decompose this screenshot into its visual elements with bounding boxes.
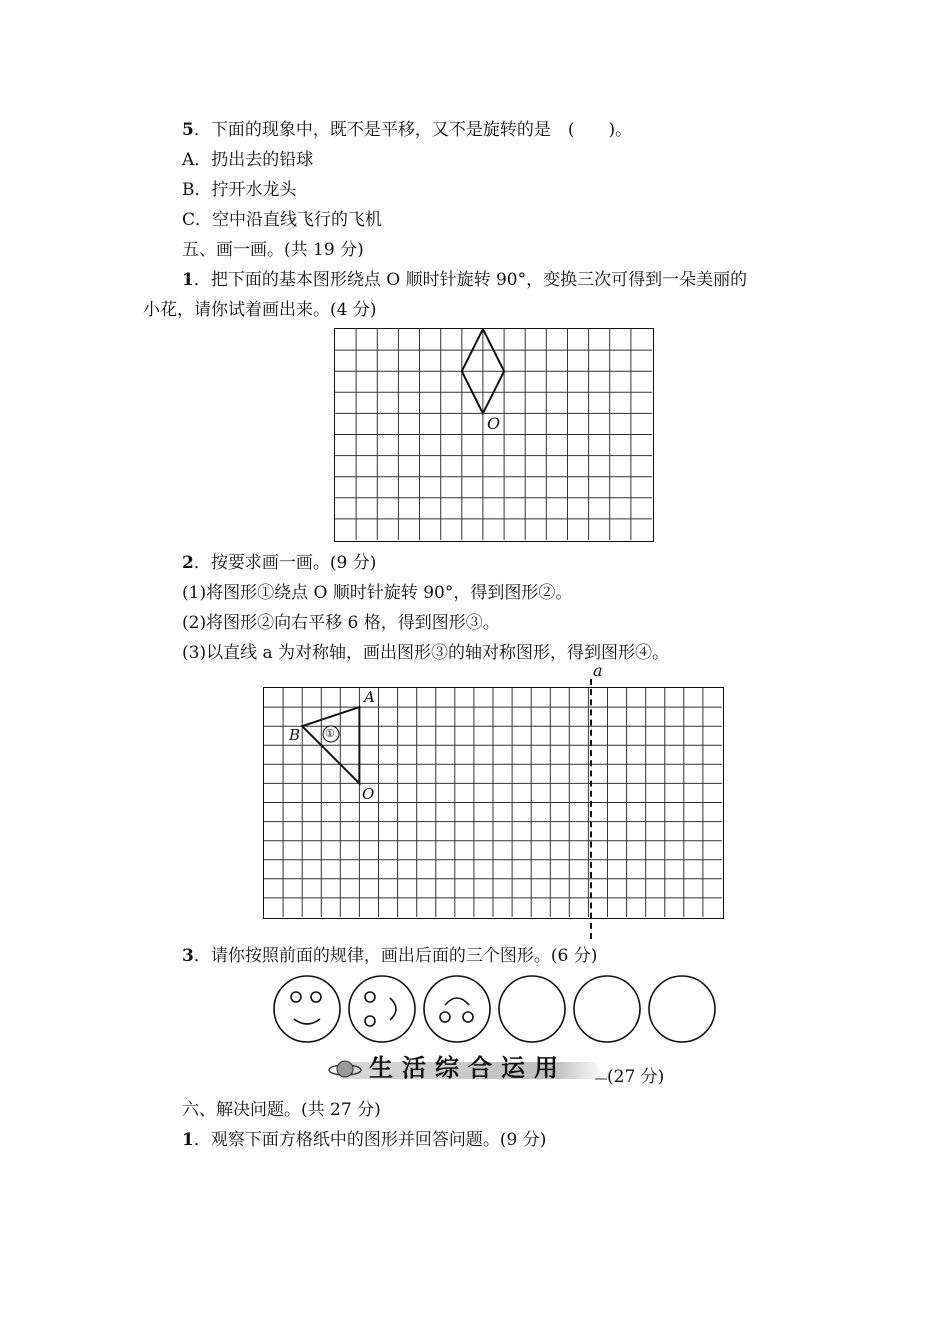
label-o-vertex: O bbox=[362, 785, 375, 803]
grid-transform-svg bbox=[264, 688, 722, 917]
label-shape-1: ① bbox=[325, 727, 335, 740]
p1-text-line2: 小花，请你试着画出来。(4 分) bbox=[143, 300, 377, 320]
grid-rotation-flower-svg bbox=[335, 329, 652, 540]
p3-text: ．请你按照前面的规律，画出后面的三个图形。(6 分) bbox=[193, 946, 598, 966]
p1-text: ．把下面的基本图形绕点 O 顺时针旋转 90°，变换三次可得到一朵美丽的 bbox=[193, 270, 748, 290]
q5-stem bbox=[182, 118, 632, 142]
p2-step-2: (2)将图形②向右平移 6 格，得到图形③。 bbox=[182, 613, 500, 633]
grid-rotation-flower[interactable] bbox=[334, 328, 654, 542]
face-sequence bbox=[270, 973, 720, 1045]
empty-face-4[interactable] bbox=[499, 976, 565, 1042]
q5-option-c: C．空中沿直线飞行的飞机 bbox=[182, 210, 383, 230]
label-a-vertex: A bbox=[364, 688, 375, 706]
p6-1-stem bbox=[182, 1128, 546, 1152]
p2-stem bbox=[182, 551, 376, 575]
section6-title: 六、解决问题。(共 27 分) bbox=[182, 1100, 381, 1120]
section-banner bbox=[325, 1052, 665, 1086]
p1-text-line1 bbox=[182, 268, 747, 292]
p2-text: ．按要求画一画。(9 分) bbox=[193, 553, 377, 573]
p6-1-text: ．观察下面方格纸中的图形并回答问题。(9 分) bbox=[193, 1130, 547, 1150]
p2-number: 2 bbox=[182, 553, 194, 573]
p2-step-1: (1)将图形①绕点 O 顺时针旋转 90°，得到图形②。 bbox=[182, 583, 573, 603]
label-b-vertex: B bbox=[289, 726, 301, 744]
p2-step-3: (3)以直线 a 为对称轴，画出图形③的轴对称图形，得到图形④。 bbox=[182, 643, 670, 663]
banner-title: 生活综合运用 bbox=[369, 1054, 567, 1082]
p3-number: 3 bbox=[182, 946, 194, 966]
empty-face-6[interactable] bbox=[649, 976, 715, 1042]
p1-number: 1 bbox=[182, 270, 194, 290]
grid-transform[interactable] bbox=[263, 687, 724, 919]
axis-label-a: a bbox=[593, 661, 603, 680]
q5-option-a: A．扔出去的铅球 bbox=[182, 150, 314, 170]
empty-face-5[interactable] bbox=[574, 976, 640, 1042]
face-sequence-svg bbox=[270, 973, 720, 1045]
q5-option-b: B．拧开水龙头 bbox=[182, 180, 297, 200]
p3-stem bbox=[182, 944, 597, 968]
face-1 bbox=[274, 976, 340, 1042]
q5-text: ．下面的现象中，既不是平移，又不是旋转的是 ( )。 bbox=[193, 120, 633, 140]
face-2 bbox=[349, 976, 415, 1042]
banner-score: (27 分) bbox=[607, 1067, 665, 1087]
axis-line-a bbox=[590, 679, 592, 939]
p1-point-o-label: O bbox=[487, 414, 501, 433]
section5-title: 五、画一画。(共 19 分) bbox=[182, 240, 364, 260]
face-3 bbox=[424, 976, 490, 1042]
q5-number: 5 bbox=[182, 120, 194, 140]
p6-1-number: 1 bbox=[182, 1130, 194, 1150]
